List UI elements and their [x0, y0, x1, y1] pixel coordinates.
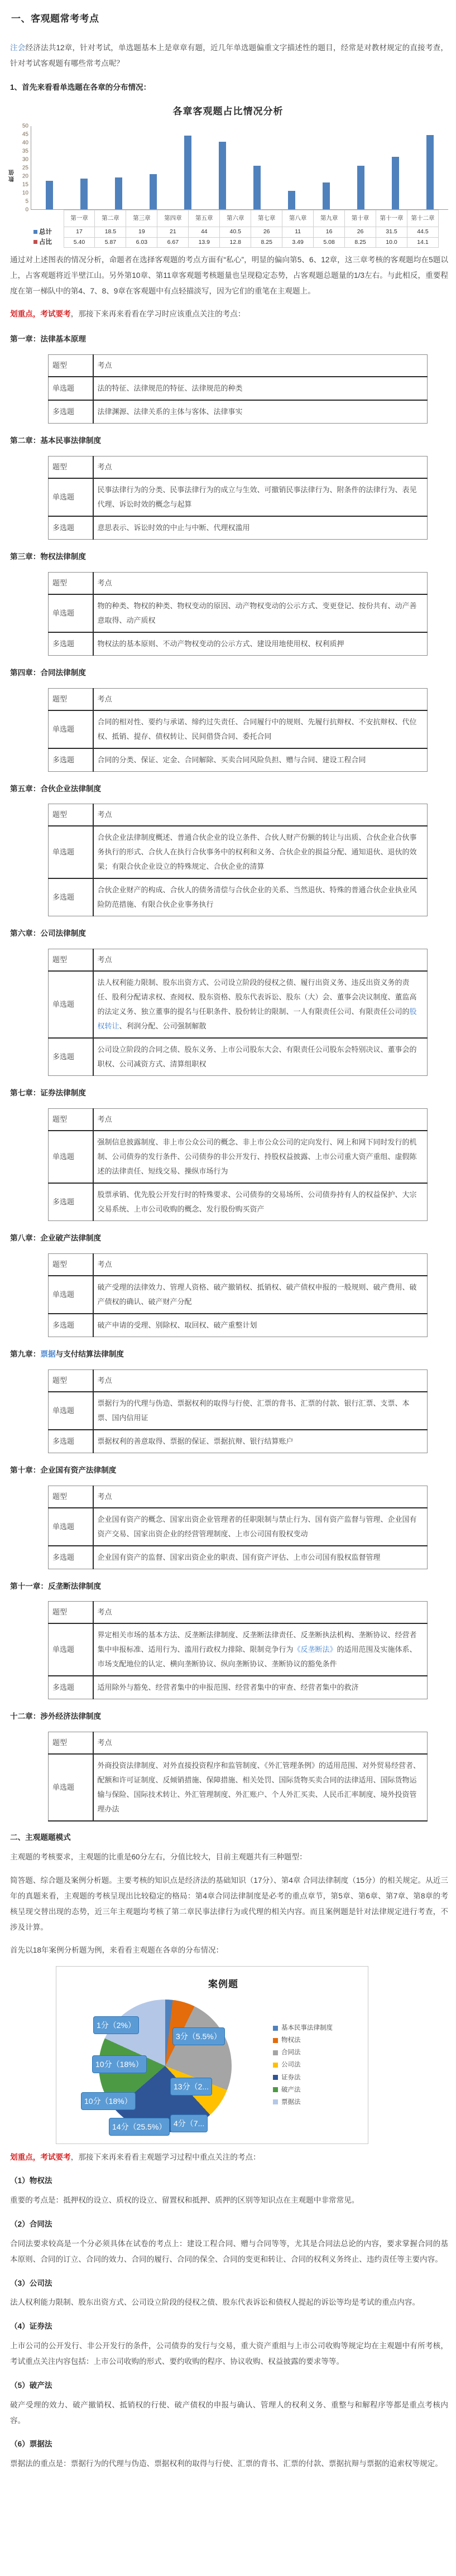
keypoints-multi: 意思表示、诉讼时效的中止与中断、代理权滥用 [93, 516, 428, 540]
topic-body: 法人权利能力限制、股东出资方式、公司设立阶段的侵权之债、股东代表诉讼和债权人提起的诉讼等均是考试的重点内容。 [10, 2298, 420, 2307]
column-header-points: 考点 [93, 949, 428, 972]
row-label-single: 单选题 [49, 826, 93, 878]
keypoints-multi: 物权法的基本原则、不动产物权变动的公示方式、建设用地使用权、权利质押 [93, 632, 428, 656]
legend-swatch [33, 230, 37, 234]
pie-data-label: 14分（25.5%） [109, 2118, 170, 2136]
column-header-type: 题型 [49, 355, 93, 377]
chapter-list [8, 332, 448, 1822]
column-header: 第十章 [345, 210, 376, 227]
y-tick-label: 40 [22, 140, 28, 146]
keypoint-table [48, 572, 428, 656]
y-tick-label: 50 [22, 123, 28, 129]
row-label-multi: 多选题 [49, 1314, 93, 1337]
chapter-title-highlight[interactable]: 票据 [40, 1349, 56, 1358]
y-tick-label: 15 [22, 181, 28, 188]
bar [426, 135, 434, 210]
table-row [49, 1602, 428, 1624]
keypoints-single: 物的种类、物权的种类、物权变动的原因、动产物权变动的公示方式、变更登记、按份共有、动产善意取得、动产质权 [93, 594, 428, 632]
keypoint-table [48, 1253, 428, 1337]
keypoints-single: 合同的相对性、要约与承诺、缔约过失责任、合同履行中的规则、先履行抗辩权、不安抗辩权、代位权、抵销、提存、债权转让、民间借贷合同、委托合同 [93, 710, 428, 748]
table-row [31, 237, 439, 247]
keypoints-single: 界定相关市场的基本方法、反垄断法律制度、反垄断法律责任、反垄断执法机构、垄断协议、经营者集中申报标准、适用行为、滥用行政权力排除、限制竞争行为《反垄断法》的适用范围及实施体系、市场支配地位的认定、横向垄断协议、纵向垄断协议、垄断协议的豁免条件 [93, 1623, 428, 1676]
row-label-single: 单选题 [49, 594, 93, 632]
table-cell: 44 [189, 227, 220, 237]
y-tick-label: 35 [22, 148, 28, 155]
analysis-paragraph: 通过对上述图表的情况分析，命题者在选择客观题的考点方面有“私心”，明显的偏向第5、6、12章，这三章考核的客观题均在5题以上，占客观题将近半壁江山。另外第10章、第11章客观题考核题量也呈现稳定态势，占客观题总题量的1/3左右。与此相反，重要程度在第一梯队中的第4、7、8、9章在客观题中有点轻描淡写，因为它们的重笔在主观题上。 [10, 255, 448, 295]
row-label: 占比 [31, 237, 64, 247]
y-tick-label: 25 [22, 165, 28, 171]
highlight-line-2 [10, 2150, 448, 2165]
topic-list [8, 2174, 448, 2472]
table-row [49, 1369, 428, 1392]
row-label-multi: 多选题 [49, 1676, 93, 1699]
chapter-title: 第三章：物权法律制度 [10, 552, 86, 561]
chapter-title: 第二章：基本民事法律制度 [10, 436, 102, 445]
keypoints-single: 票据行为的代理与伪造、票据权利的取得与行使、汇票的背书、汇票的付款、银行汇票、支票、本票、国内信用证 [93, 1392, 428, 1430]
pie-data-label: 13分（2... [170, 2078, 212, 2096]
table-cell: 8.25 [345, 237, 376, 247]
pie-data-label: 10分（18%） [81, 2092, 136, 2111]
legend-swatch [273, 2050, 278, 2055]
intro-link[interactable]: 注会 [10, 44, 26, 52]
highlight-red-1: 划重点，考试要考 [10, 310, 71, 319]
bar [219, 142, 226, 210]
bar-chart-title: 各章客观题占比情况分析 [172, 105, 284, 117]
row-label-multi: 多选题 [49, 878, 93, 916]
table-row [49, 1676, 428, 1699]
column-header: 第十一章 [376, 210, 407, 227]
bar [46, 181, 53, 209]
keypoint-table [48, 804, 428, 916]
row-label-multi: 多选题 [49, 632, 93, 656]
bar-cell [171, 126, 205, 209]
table-row [49, 710, 428, 748]
legend-label: 公司法 [281, 2061, 301, 2069]
table-cell: 6.03 [126, 237, 157, 247]
table-row [49, 1109, 428, 1131]
bar [184, 136, 191, 209]
keypoint-table [48, 1486, 428, 1569]
keypoints-single: 企业国有资产的概念、国家出资企业管理者的任职限制与禁止行为、国有资产监督与管理、企业国有资产交易、国家出资企业的经营管理制度、上市公司国有股权变动 [93, 1508, 428, 1546]
lead-line-1: 1、首先来看看单选题在各章的分布情况： [10, 83, 151, 92]
table-row [49, 1732, 428, 1755]
topic-heading: （6）票据法 [10, 2440, 52, 2449]
column-header-points: 考点 [93, 456, 428, 478]
table-row [49, 1392, 428, 1430]
table-row [49, 804, 428, 826]
bar-chart [8, 103, 448, 248]
row-label-multi: 多选题 [49, 748, 93, 772]
intro-paragraph [10, 40, 448, 71]
table-row [49, 748, 428, 772]
table-row [49, 1754, 428, 1821]
table-cell: 11 [282, 227, 314, 237]
column-header: 第四章 [157, 210, 189, 227]
pie-chart [56, 1966, 368, 2144]
section2-para-1: 主观题的考核要求，主观题的比重是60分左右，分值比较大，目前主观题共有三种题型： [10, 1853, 307, 1862]
inline-link[interactable]: 股权转让 [97, 1007, 417, 1031]
table-cell: 21 [157, 227, 189, 237]
table-cell: 26 [345, 227, 376, 237]
y-tick-label: 30 [22, 156, 28, 163]
highlight-rest-2: ，那接下来再来看看主观题学习过程中重点关注的考点： [70, 2152, 261, 2161]
pie-chart-title: 案例题 [208, 1979, 238, 1990]
bar-cell [32, 126, 67, 209]
legend-label: 票据法 [281, 2098, 301, 2106]
table-cell: 16 [314, 227, 345, 237]
keypoints-single: 民事法律行为的分类、民事法律行为的成立与生效、可撤销民事法律行为、附条件的法律行为、表见代理、诉讼时效的概念与起算 [93, 478, 428, 516]
highlight-red-2: 划重点，考试要考 [10, 2152, 71, 2161]
table-cell: 18.5 [95, 227, 126, 237]
bar-cell [136, 126, 171, 209]
chapter-title: 第七章：证券法律制度 [10, 1089, 86, 1098]
table-cell: 19 [126, 227, 157, 237]
column-header-points: 考点 [93, 1486, 428, 1508]
table-cell: 12.8 [220, 237, 251, 247]
row-label: 总计 [31, 227, 64, 237]
table-cell: 10.0 [376, 237, 407, 247]
row-label-single: 单选题 [49, 1276, 93, 1314]
chapter-title: 十二章：涉外经济法律制度 [10, 1712, 102, 1721]
keypoints-single: 合伙企业法律制度概述、普通合伙企业的设立条件、合伙人财产份额的转让与出质、合伙企业合伙事务执行的形式、合伙人在执行合伙事务中的权利和义务、合伙企业的损益分配、通知退伙、退伙的效果；有限合伙企业设立的特殊规定、合伙企业的清算 [93, 826, 428, 878]
chapter-title: 第十一章：反垄断法律制度 [10, 1582, 102, 1590]
table-row [49, 1038, 428, 1076]
bar-cell [309, 126, 343, 209]
legend-label: 破产法 [281, 2086, 301, 2093]
table-cell: 17 [64, 227, 95, 237]
pie-data-label: 10分（18%） [92, 2055, 147, 2074]
row-label-single: 单选题 [49, 1623, 93, 1676]
legend-item [273, 2097, 333, 2108]
chapter-title: 第八章：企业破产法律制度 [10, 1234, 102, 1243]
highlight-line-1 [10, 306, 448, 322]
table-cell: 8.25 [251, 237, 282, 247]
column-header-points: 考点 [93, 572, 428, 594]
bar [150, 174, 157, 209]
table-row [49, 1276, 428, 1314]
row-label-single: 单选题 [49, 1131, 93, 1183]
bar-chart-plot [31, 126, 448, 210]
column-header: 第五章 [189, 210, 220, 227]
column-header-points: 考点 [93, 1369, 428, 1392]
page-title: 一、客观题常考考点 [11, 13, 99, 24]
table-row [49, 878, 428, 916]
keypoint-table [48, 1369, 428, 1453]
legend-swatch [273, 2063, 278, 2068]
table-row [49, 688, 428, 710]
column-header: 第二章 [95, 210, 126, 227]
legend-label: 基本民事法律制度 [281, 2025, 333, 2032]
keypoint-table [48, 354, 428, 424]
y-tick-label: 10 [22, 190, 28, 196]
row-label-multi: 多选题 [49, 1038, 93, 1076]
topic-body: 合同法要求较高是一个分必须具体在试卷的考点上：建设工程合同、赠与合同等等，尤其是合同法总论的内容，要求掌握合同的基本原则、合同的订立、合同的效力、合同的履行、合同的保全、合同的变更和转让、合同的权利义务终止、违约责任等主要内容。 [10, 2239, 448, 2263]
keypoint-table [48, 456, 428, 540]
topic-body: 破产受理的效力、破产撤销权、抵销权的行使、破产债权的申报与确认、管理人的权利义务、重整与和解程序等都是重点考核内容。 [10, 2400, 448, 2425]
table-row [49, 594, 428, 632]
table-cell: 40.5 [220, 227, 251, 237]
table-row [49, 572, 428, 594]
chapter-title: 第五章：合伙企业法律制度 [10, 784, 102, 793]
table-row [49, 1508, 428, 1546]
keypoints-multi: 合同的分类、保证、定金、合同解除、买卖合同风险负担、赠与合同、建设工程合同 [93, 748, 428, 772]
table-row [49, 971, 428, 1038]
keypoints-multi: 合伙企业财产的构成、合伙人的债务清偿与合伙企业的关系、当然退伙、特殊的普通合伙企业执业风险防范措施、有限合伙企业事务执行 [93, 878, 428, 916]
row-label-multi: 多选题 [49, 1183, 93, 1221]
bar-cell [67, 126, 102, 209]
column-header-type: 题型 [49, 1486, 93, 1508]
topic-body: 上市公司的公开发行、非公开发行的条件，公司债券的发行与交易，重大资产重组与上市公司收购等规定均在主观题中有所考核，考试重点关注内容包括：上市公司收购的形式、要约收购的程序、协议收购、权益披露的要求等等。 [10, 2342, 448, 2366]
bar [392, 157, 399, 210]
column-header: 第十二章 [407, 210, 438, 227]
chapter-title: 第四章：合同法律制度 [10, 668, 86, 677]
table-row [49, 400, 428, 424]
table-row [49, 1314, 428, 1337]
row-label-single: 单选题 [49, 478, 93, 516]
row-label-single: 单选题 [49, 377, 93, 400]
pie-data-label: 3分（5.5%） [172, 2027, 225, 2046]
table-cell: 14.1 [407, 237, 438, 247]
y-tick-label: 45 [22, 131, 28, 138]
column-header-type: 题型 [49, 1109, 93, 1131]
table-row [49, 478, 428, 516]
table-row [31, 210, 439, 227]
topic-body: 票据法的重点是：票据行为的代理与伪造、票据权利的取得与行使、汇票的背书、汇票的付款、票据抗辩与票据的追索权等规定。 [10, 2459, 443, 2468]
column-header-type: 题型 [49, 804, 93, 826]
table-cell: 44.5 [407, 227, 438, 237]
row-label-multi: 多选题 [49, 516, 93, 540]
table-cell: 5.87 [95, 237, 126, 247]
legend-swatch [33, 240, 37, 244]
inline-link[interactable]: 《反垄断法》 [293, 1645, 337, 1654]
column-header-points: 考点 [93, 1602, 428, 1624]
keypoints-multi: 股票承销、优先股公开发行时的特殊要求、公司债券的交易场所、公司债券持有人的权益保护、大宗交易系统、上市公司收购的概念、发行股份购买资产 [93, 1183, 428, 1221]
table-row [49, 1253, 428, 1276]
pie-data-label: 1分（2%） [93, 2016, 139, 2035]
keypoint-table [48, 1601, 428, 1699]
topic-heading: （2）合同法 [10, 2220, 52, 2229]
column-header-type: 题型 [49, 949, 93, 972]
row-label-multi: 多选题 [49, 1430, 93, 1453]
bar [357, 166, 364, 209]
row-label-multi: 多选题 [49, 1546, 93, 1569]
row-label-single: 单选题 [49, 1508, 93, 1546]
legend-swatch [273, 2075, 278, 2080]
bar-cell [343, 126, 378, 209]
keypoints-single: 外商投资法律制度、对外直接投资程序和监管制度、《外汇管理条例》的适用范围、对外贸易经营者、配额和许可证制度、反倾销措施、保障措施、相关处罚、国际货物买卖合同的法律适用、国际货物运输与保险、国际技术转让、外汇管理制度、外汇账户、个人外汇买卖、人民币汇率制度、境外投资管理办法 [93, 1754, 428, 1821]
highlight-rest-1: ，那接下来再来看看在学习时应该重点关注的考点： [70, 310, 246, 319]
keypoints-single: 强制信息披露制度、非上市公众公司的概念、非上市公众公司的定向发行、网上和网下同时发行的机制、公司债券的发行条件、公司债券的非公开发行、持股权益披露、上市公司重大资产重组、虚假陈述的法律责任、短线交易、操纵市场行为 [93, 1131, 428, 1183]
section2-title: 二、主观题题模式 [10, 1833, 71, 1842]
table-row [31, 227, 439, 237]
keypoints-single: 法的特征、法律规范的特征、法律规范的种类 [93, 377, 428, 400]
intro-text: 经济法共12章，针对考试，单选题基本上是章章有题，近几年单选题偏重文字描述性的题目，经常是对教材规定的直接考查，针对考试客观题有哪些常考点呢？ [10, 44, 448, 68]
table-row [49, 1183, 428, 1221]
column-header-type: 题型 [49, 1369, 93, 1392]
section2-para-2: 简答题、综合题及案例分析题。主要考核的知识点是经济法的基础知识（17分）、第4章 合同法律制度（15分）的相关规定。从近三年的真题来看，主观题的考核呈现出比较稳定的格局：第4章合同法律制度是必考的重点章节，第5章、第6章、第7章、第8章的考核呈现交替出现的态势，近三年主观题均考核了第二章民事法律行为或代理的相关内容。而且案例题是针对法律规定进行考查，不涉及计算。 [10, 1876, 448, 1931]
row-label-multi: 多选题 [49, 400, 93, 424]
column-header-points: 考点 [93, 804, 428, 826]
column-header-points: 考点 [93, 1109, 428, 1131]
table-row [49, 456, 428, 478]
bar-cell [102, 126, 136, 209]
table-cell: 5.08 [314, 237, 345, 247]
keypoints-multi: 公司设立阶段的合同之债、股东义务、上市公司股东大会、有限责任公司股东会特别决议、董事会的职权、公司减资方式、清算组职权 [93, 1038, 428, 1076]
bar [253, 166, 261, 209]
table-row [49, 1486, 428, 1508]
bar-cell [205, 126, 240, 209]
bar-cell [378, 126, 412, 209]
legend-label: 证券法 [281, 2074, 301, 2081]
column-header: 第一章 [64, 210, 95, 227]
table-row [49, 355, 428, 377]
bar-chart-ylabel: 数值 [9, 169, 16, 182]
column-header-type: 题型 [49, 1602, 93, 1624]
column-header-type: 题型 [49, 572, 93, 594]
bar [323, 182, 330, 209]
column-header-type: 题型 [49, 688, 93, 710]
bar-chart-data-table [31, 210, 439, 248]
topic-heading: （3）公司法 [10, 2279, 52, 2287]
corner-cell [31, 210, 64, 227]
legend-item [273, 2035, 333, 2046]
bar-cell [274, 126, 309, 209]
legend-item [273, 2022, 333, 2034]
pie-chart-legend [273, 2022, 333, 2109]
bar [288, 191, 295, 209]
table-row [49, 949, 428, 972]
column-header: 第六章 [220, 210, 251, 227]
topic-heading: （4）证券法 [10, 2322, 52, 2331]
bar [115, 177, 122, 209]
row-label-single: 单选题 [49, 710, 93, 748]
table-row [49, 1131, 428, 1183]
table-row [49, 1623, 428, 1676]
keypoints-multi: 法律渊源、法律关系的主体与客体、法律事实 [93, 400, 428, 424]
legend-item [273, 2084, 333, 2096]
legend-swatch [273, 2099, 278, 2104]
table-cell: 31.5 [376, 227, 407, 237]
keypoint-table [48, 1732, 428, 1822]
table-cell: 3.49 [282, 237, 314, 247]
keypoint-table [48, 1108, 428, 1221]
table-row [49, 516, 428, 540]
bar-chart-yaxis [17, 123, 31, 213]
topic-body: 重要的考点是：抵押权的设立、质权的设立、留置权和抵押、质押的区别等知识点在主观题中非常常见。 [10, 2196, 359, 2205]
row-label-single: 单选题 [49, 1754, 93, 1821]
table-cell: 26 [251, 227, 282, 237]
chapter-title: 第九章：票据与支付结算法律制度 [10, 1349, 124, 1358]
column-header: 第八章 [282, 210, 314, 227]
column-header-type: 题型 [49, 1253, 93, 1276]
legend-swatch [273, 2087, 278, 2092]
legend-item [273, 2072, 333, 2083]
legend-label: 合同法 [281, 2049, 301, 2056]
legend-swatch [273, 2026, 278, 2031]
row-label-single: 单选题 [49, 1392, 93, 1430]
table-cell: 6.67 [157, 237, 189, 247]
row-label-single: 单选题 [49, 971, 93, 1038]
table-row [49, 377, 428, 400]
pie-chart-plot [61, 1996, 273, 2136]
column-header: 第三章 [126, 210, 157, 227]
chapter-title: 第十章：企业国有资产法律制度 [10, 1465, 117, 1474]
legend-item [273, 2059, 333, 2070]
column-header-type: 题型 [49, 1732, 93, 1755]
topic-heading: （5）破产法 [10, 2381, 52, 2390]
chapter-title: 第一章：法律基本原理 [10, 335, 86, 344]
keypoints-multi: 适用除外与豁免、经营者集中的申报范围、经营者集中的审查、经营者集中的救济 [93, 1676, 428, 1699]
keypoints-multi: 破产申请的受理、别除权、取回权、破产重整计划 [93, 1314, 428, 1337]
section2-para-3: 首先以18年案例分析题为例，来看看主观题在各章的分布情况： [10, 1946, 224, 1955]
keypoints-multi: 票据权利的善意取得、票据的保证、票据抗辩、银行结算账户 [93, 1430, 428, 1453]
pie-data-label: 4分（7... [170, 2114, 208, 2133]
column-header-points: 考点 [93, 1253, 428, 1276]
legend-label: 物权法 [281, 2037, 301, 2044]
bar-cell [240, 126, 275, 209]
column-header-points: 考点 [93, 1732, 428, 1755]
column-header-points: 考点 [93, 688, 428, 710]
y-tick-label: 5 [25, 198, 28, 205]
legend-item [273, 2047, 333, 2058]
column-header-type: 题型 [49, 456, 93, 478]
topic-heading: （1）物权法 [10, 2176, 52, 2185]
column-header: 第九章 [314, 210, 345, 227]
bar-cell [412, 126, 447, 209]
chapter-title: 第六章：公司法律制度 [10, 929, 86, 938]
table-row [49, 826, 428, 878]
keypoints-single: 破产受理的法律效力、管理人资格、破产撤销权、抵销权、破产债权申报的一般规则、破产费用、破产债权的确认、破产财产分配 [93, 1276, 428, 1314]
column-header-points: 考点 [93, 355, 428, 377]
keypoint-table [48, 949, 428, 1076]
keypoints-single: 法人权利能力限制、股东出资方式、公司设立阶段的侵权之债、履行出资义务、违反出资义务的责任、股利分配请求权、查阅权、股东资格、股东代表诉讼、股东（大）会、董事会决议制度、董监高的法定义务、独立董事的提名与任职条件、股份转让的限制、一人有限责任公司、有限责任公司的股权转让、利润分配、公司强制解散 [93, 971, 428, 1038]
legend-swatch [273, 2038, 278, 2043]
table-row [49, 1546, 428, 1569]
table-row [49, 1430, 428, 1453]
y-tick-label: 0 [25, 206, 28, 213]
keypoint-table [48, 688, 428, 772]
column-header: 第七章 [251, 210, 282, 227]
table-cell: 13.9 [189, 237, 220, 247]
table-cell: 5.40 [64, 237, 95, 247]
bar [80, 179, 88, 210]
keypoints-multi: 企业国有资产的监督、国家出资企业的职责、国有资产评估、上市公司国有股权监督管理 [93, 1546, 428, 1569]
y-tick-label: 20 [22, 173, 28, 180]
table-row [49, 632, 428, 656]
